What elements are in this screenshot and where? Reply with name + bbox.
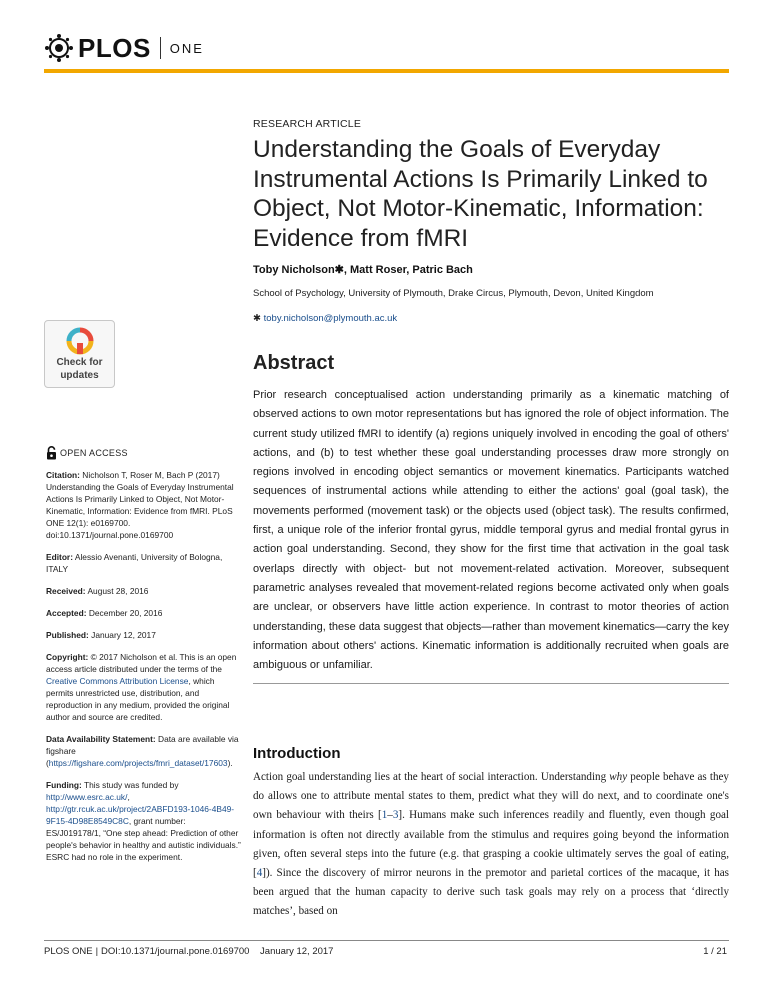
open-access-badge (46, 446, 242, 460)
copyright-text: © 2017 Nicholson et al. This is an open access article distributed under the terms of the (46, 652, 237, 674)
corresponding-email (253, 313, 397, 324)
footer-doi: DOI:10.1371/journal.pone.0169700 (101, 946, 250, 957)
citation-ref-3[interactable]: 3 (392, 809, 399, 822)
funding-block (46, 779, 242, 863)
received-block (46, 585, 242, 597)
published-block (46, 629, 242, 641)
citation-ref-1[interactable]: 1 (381, 809, 388, 822)
data-availability-block (46, 733, 242, 769)
received-date: August 28, 2016 (87, 586, 149, 596)
logo-text: PLOS (78, 32, 151, 63)
footer-separator-1: | (95, 946, 99, 957)
funding-text: This study was funded by (84, 780, 179, 790)
data-availability-text-2: ). (227, 758, 233, 768)
header-rule (44, 69, 729, 73)
license-link[interactable]: Creative Commons Attribution License (46, 676, 189, 686)
editor-block (46, 551, 242, 575)
copyright-label: Copyright: (46, 652, 89, 662)
footer-rule (44, 940, 729, 941)
funding-text-2: , (127, 792, 130, 802)
accepted-date: December 20, 2016 (88, 608, 163, 618)
abstract-divider (253, 683, 729, 684)
editor-label: Editor: (46, 552, 73, 562)
email-marker: ✱ (253, 313, 261, 324)
footer-citation (44, 946, 333, 957)
crossmark-label-1: Check for (56, 357, 103, 368)
introduction-paragraph (253, 768, 729, 922)
article-title: Understanding the Goals of Everyday Instrumental Actions Is Primarily Linked to Object, Not Motor-Kinematic, Information: Evidence from fMRI (253, 136, 708, 252)
footer-journal: PLOS ONE (44, 946, 93, 957)
published-date: January 12, 2017 (91, 630, 156, 640)
crossmark-label-2: updates (60, 370, 99, 381)
data-availability-text: Data are available via figshare ( (46, 734, 239, 768)
open-lock-icon (46, 446, 57, 460)
accepted-label: Accepted: (46, 608, 87, 618)
accepted-block (46, 607, 242, 619)
crossmark-icon (66, 327, 94, 355)
email-link[interactable]: toby.nicholson@plymouth.ac.uk (263, 313, 398, 324)
introduction-heading: Introduction (253, 745, 341, 762)
page-number: 1 / 21 (703, 946, 727, 957)
citation-text: Nicholson T, Roser M, Bach P (2017) Understanding the Goals of Everyday Instrumental Actions Is Primarily Linked to Object, Not Motor-Kinematic, Information: Evidence from fMRI. PLoS ONE 12(1): e0169700. doi:10.1371/journal.pone.0169700 (46, 470, 234, 540)
ref-range-dash: – (387, 809, 393, 822)
journal-name: ONE (169, 40, 204, 56)
intro-text-d: ]). Since the discovery of mirror neurons in the premotor and parietal cortices of the macaque, it has been argued that the human capacity to derive such task goals may rely on a process that ‘directly matches’, based on (253, 867, 729, 918)
funding-label: Funding: (46, 780, 82, 790)
intro-text-c: ]. Humans make such inferences readily and fluently, even though goal information is often not directly available from the stimulus and requires going beyond the information given, often several steps into the future (e.g. that grasping a cookie ultimately serves the goal of eating, [ (253, 809, 729, 880)
gtr-project-link[interactable]: http://gtr.rcuk.ac.uk/project/2ABFD193-1046-4B49-9F15-4D98E8549C8C (46, 804, 235, 826)
check-for-updates-badge[interactable] (44, 320, 115, 388)
citation-label: Citation: (46, 470, 80, 480)
abstract-heading: Abstract (253, 352, 335, 374)
intro-emphasis-why: why (609, 771, 628, 783)
abstract-text: Prior research conceptualised action understanding primarily as a kinematic matching of observed actions to own motor representations but has ignored the role of object information. The current study utilized fMRI to identify (a) regions uniquely involved in encoding the goal of others' actions, and (b) to test whether these goal understanding processes draw more strongly on regions involved in encoding object semantics or movement kinematics. Participants watched sequences of instrumental actions while attending to either the actions' goal (goal task), the movements performed (movement task) or the objects used (object task). The results confirmed, first, a unique role of the inferior frontal gyrus, middle temporal gyrus and medial frontal gyrus in action goal understanding. Second, they show for the first time that activation in the goal task overlaps directly with object- but not movement-related activation. Moreover, subsequent parametric analyses revealed that movement-related regions become activated only when goals are unclear, or observers have little action experience. In contrast to motor theories of action understanding, these data suggest that objects—rather than movement kinematics—carry the key information about others' actions. Kinematic information is additionally recruited when goals are ambiguous or unfamiliar. (253, 389, 729, 672)
article-info-sidebar (46, 446, 242, 873)
open-access-label: OPEN ACCESS (60, 448, 128, 458)
copyright-block (46, 651, 242, 723)
affiliation: School of Psychology, University of Plymouth, Drake Circus, Plymouth, Devon, United Kingdom (253, 288, 654, 299)
logo-divider (160, 37, 161, 59)
data-availability-label: Data Availability Statement: (46, 734, 156, 744)
copyright-text-2: , which permits unrestricted use, distribution, and reproduction in any medium, provided the original author and source are credited. (46, 676, 230, 722)
citation-ref-4[interactable]: 4 (256, 867, 263, 880)
editor-text: Alessio Avenanti, University of Bologna, ITALY (46, 552, 223, 574)
citation-block (46, 469, 242, 541)
journal-header (44, 30, 204, 66)
intro-text-b: people behave as they do allows one to attribute mental states to them, predict what they will do next, and to coordinate one's own behaviour with theirs [ (253, 771, 729, 822)
funding-text-3: , grant number: ES/J019178/1, “One step ahead: Prediction of other people's behavior in healthy and autistic individuals.” ESRC had no role in the experiment. (46, 816, 241, 862)
intro-text-a: Action goal understanding lies at the heart of social interaction. Understanding (253, 771, 607, 783)
esrc-link[interactable]: http://www.esrc.ac.uk/ (46, 792, 128, 802)
figshare-link[interactable]: https://figshare.com/projects/fmri_dataset/17603 (48, 758, 228, 768)
footer-date: January 12, 2017 (260, 946, 334, 957)
author-list: Toby Nicholson✱, Matt Roser, Patric Bach (253, 264, 473, 276)
article-type: RESEARCH ARTICLE (253, 118, 362, 130)
published-label: Published: (46, 630, 89, 640)
received-label: Received: (46, 586, 86, 596)
plos-logo-icon (44, 33, 74, 63)
